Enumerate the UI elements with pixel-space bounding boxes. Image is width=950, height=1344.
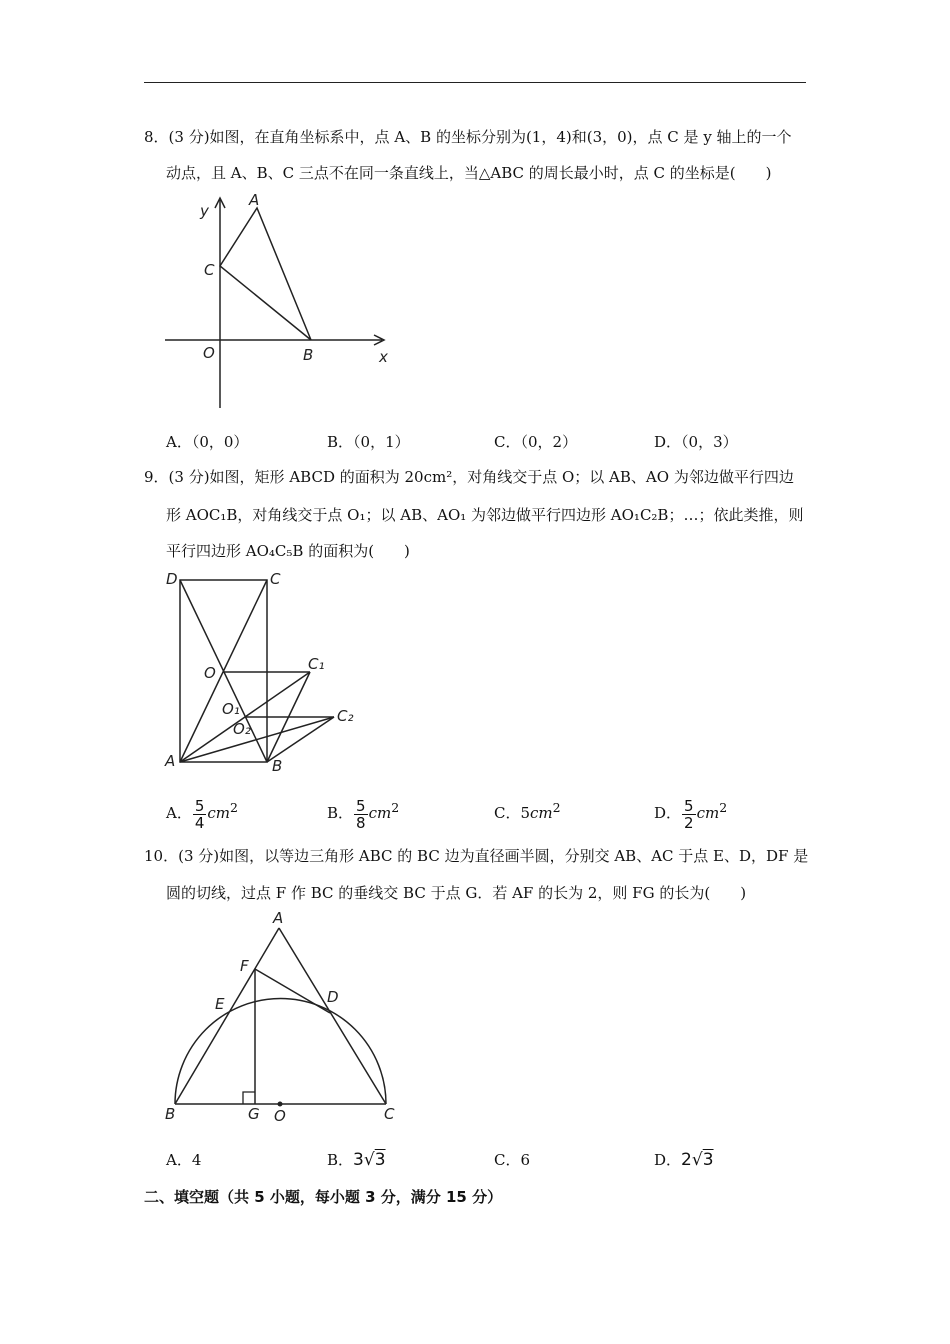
q9-option-a-fraction	[193, 798, 207, 831]
q10-text-line1: 10．(3 分)如图，以等边三角形 ABC 的 BC 边为直径画半圆，分别交 AB、AC 于点 E、D，DF 是	[144, 847, 809, 865]
q10-label-a: A	[273, 909, 284, 927]
q10-option-c[interactable]: C．6	[494, 1151, 531, 1169]
q10-text-line2: 圆的切线，过点 F 作 BC 的垂线交 BC 于点 G．若 AF 的长为 2，则 FG 的长为( )	[166, 884, 747, 902]
q8-option-c[interactable]: C．（0，2）	[494, 433, 578, 451]
q10-option-d-coef: 2	[681, 1150, 692, 1170]
q9-text-line2: 形 AOC₁B，对角线交于点 O₁；以 AB、AO₁ 为邻边做平行四边形 AO₁C₂B；…；依此类推，则	[166, 506, 804, 524]
q9-figure	[160, 568, 370, 778]
q10-label-o: O	[274, 1107, 286, 1125]
q8-label-x: x	[379, 348, 388, 366]
q9-label-o: O	[204, 664, 216, 682]
q10-label-c: C	[384, 1105, 395, 1123]
q10-option-d-rad: 3	[702, 1150, 714, 1170]
q9-option-a-den: 4	[194, 813, 205, 832]
q9-option-b-exp: 2	[391, 800, 400, 815]
q9-option-d-den: 2	[684, 813, 694, 832]
q9-option-a-exp: 2	[230, 800, 238, 815]
section-title: 二、填空题（共 5 小题，每小题 3 分，满分 15 分）	[144, 1188, 503, 1206]
q9-option-a-num: 5	[194, 796, 205, 815]
q9-label-c: C	[270, 570, 281, 588]
q9-label-o1: O₁	[222, 700, 240, 718]
q9-label-c2: C₂	[337, 707, 354, 725]
q9-option-d-fraction	[682, 798, 696, 831]
q10-option-b-coef: 3	[353, 1150, 364, 1170]
q8-label-c: C	[204, 261, 215, 279]
q9-option-a-prefix: A．	[166, 804, 192, 822]
q9-option-d-num: 5	[684, 796, 694, 815]
q10-label-d: D	[327, 988, 339, 1006]
q9-option-d-exp: 2	[719, 800, 728, 815]
q9-option-b-unit: cm	[368, 804, 392, 822]
q9-label-o2: O₂	[233, 720, 251, 738]
q8-text-line2: 动点，且 A、B、C 三点不在同一条直线上，当△ABC 的周长最小时，点 C 的坐标是( )	[166, 164, 772, 182]
q9-label-b: B	[272, 757, 283, 775]
q9-option-c-text: C．5	[494, 804, 531, 822]
q9-option-c-exp: 2	[552, 800, 561, 815]
q9-option-c[interactable]	[494, 787, 561, 829]
q10-label-e: E	[215, 995, 225, 1013]
q8-label-a: A	[249, 191, 260, 209]
q8-text-line1: 8．(3 分)如图，在直角坐标系中，点 A、B 的坐标分别为(1，4)和(3，0)，点 C 是 y 轴上的一个	[144, 128, 792, 146]
q10-option-b-rad: 3	[374, 1150, 386, 1170]
q8-option-a[interactable]: A．（0，0）	[166, 433, 249, 451]
q8-option-d[interactable]: D．（0，3）	[654, 433, 738, 451]
q10-option-d[interactable]	[654, 1150, 714, 1170]
header-rule	[144, 82, 806, 83]
q9-text-line1: 9．(3 分)如图，矩形 ABCD 的面积为 20cm²，对角线交于点 O；以 AB、AO 为邻边做平行四边	[144, 468, 794, 486]
q10-label-g: G	[248, 1105, 260, 1123]
q9-text-line3: 平行四边形 AO₄C₅B 的面积为( )	[166, 542, 410, 560]
q8-label-y: y	[200, 202, 209, 220]
q9-label-a: A	[165, 752, 176, 770]
q10-figure	[160, 908, 410, 1128]
q9-option-a-unit: cm	[207, 804, 231, 822]
q9-option-b[interactable]	[327, 787, 400, 832]
q9-option-b-den: 8	[356, 813, 366, 832]
q9-option-d-unit: cm	[696, 804, 720, 822]
q9-label-d: D	[166, 570, 178, 588]
q8-label-b: B	[303, 346, 314, 364]
q9-option-d-prefix: D．	[654, 804, 682, 822]
q10-option-d-prefix: D．	[654, 1151, 682, 1169]
q9-option-d[interactable]	[654, 787, 728, 832]
q10-label-b: B	[165, 1105, 176, 1123]
q9-option-a[interactable]	[166, 787, 238, 832]
q9-option-b-num: 5	[356, 796, 366, 815]
q10-option-d-radical: 2√3	[681, 1150, 714, 1170]
q8-figure	[160, 190, 400, 415]
q8-label-o: O	[203, 344, 215, 362]
q9-label-c1: C₁	[308, 655, 325, 673]
q10-label-f: F	[240, 957, 249, 975]
q9-option-b-fraction	[354, 798, 368, 831]
q10-option-b-radical: 3√3	[353, 1150, 386, 1170]
q10-option-b-prefix: B．	[327, 1151, 354, 1169]
q9-option-b-prefix: B．	[327, 804, 354, 822]
q8-option-b[interactable]: B．（0，1）	[327, 433, 410, 451]
q10-option-a[interactable]: A．4	[166, 1151, 202, 1169]
q9-option-c-unit: cm	[530, 804, 553, 822]
q10-option-b[interactable]	[327, 1150, 386, 1170]
